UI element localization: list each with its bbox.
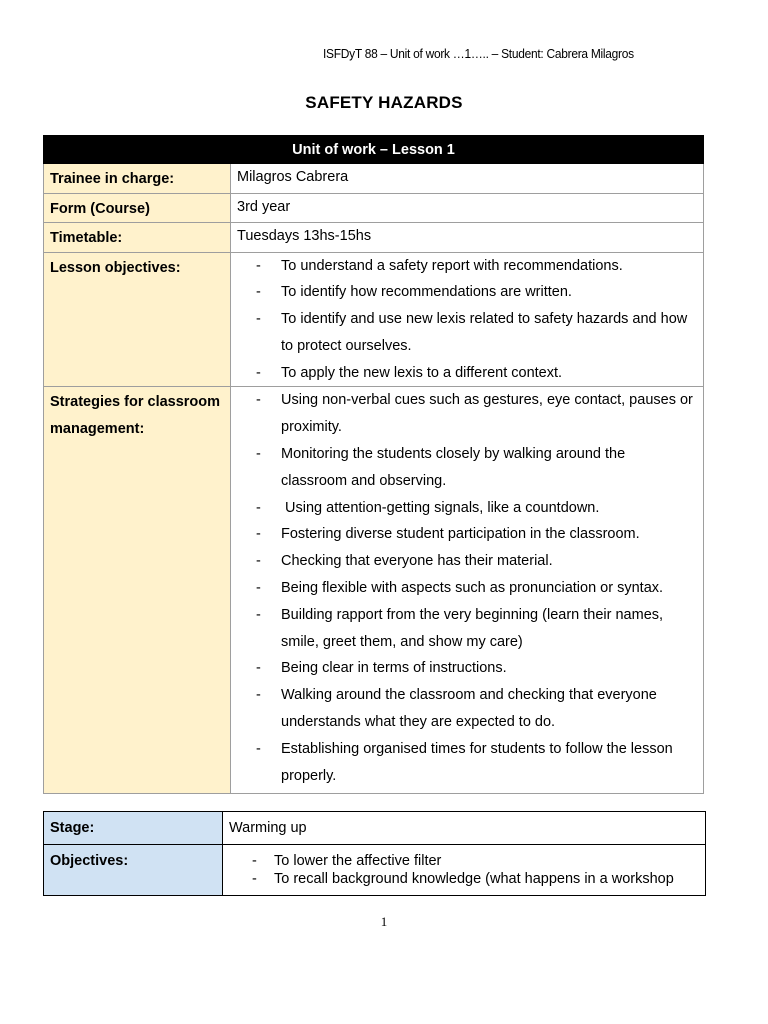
stage-objectives-row	[44, 845, 706, 896]
dash-bullet: -	[252, 853, 257, 869]
objective-text: To understand a safety report with recommendations.	[281, 257, 623, 274]
dash-bullet: -	[256, 392, 261, 409]
list-item	[229, 870, 699, 888]
lesson-objectives-label: Lesson objectives:	[44, 252, 231, 387]
lesson-banner: Unit of work – Lesson 1	[44, 136, 704, 164]
stage-value: Warming up	[223, 812, 706, 845]
list-item	[231, 306, 703, 360]
stage-row	[44, 812, 706, 845]
dash-bullet: -	[256, 553, 261, 570]
strategy-text: Monitoring the students closely by walking around the classroom and observing.	[281, 446, 626, 489]
dash-bullet: -	[256, 311, 261, 328]
trainee-label: Trainee in charge:	[44, 164, 231, 194]
strategy-text: Using non-verbal cues such as gestures, eye contact, pauses or proximity.	[281, 392, 693, 436]
document-title: SAFETY HAZARDS	[305, 93, 463, 112]
timetable-label: Timetable:	[44, 223, 231, 253]
lesson-banner-row	[44, 136, 704, 164]
list-item	[231, 548, 703, 575]
list-item	[231, 521, 703, 548]
trainee-value: Milagros Cabrera	[231, 164, 704, 194]
list-item	[231, 360, 703, 387]
list-item	[231, 279, 703, 306]
strategies-label: Strategies for classroom management:	[44, 387, 231, 794]
list-item	[231, 387, 703, 441]
list-item	[231, 655, 703, 682]
dash-bullet: -	[256, 580, 261, 597]
timetable-value: Tuesdays 13hs-15hs	[231, 223, 704, 253]
lesson-objectives-list	[231, 253, 703, 387]
dash-bullet: -	[256, 660, 261, 677]
objective-text: To identify and use new lexis related to safety hazards and how to protect ourselves.	[281, 311, 688, 354]
stage-objectives-label: Objectives:	[44, 845, 223, 896]
dash-bullet: -	[256, 526, 261, 543]
dash-bullet: -	[256, 284, 261, 301]
strategy-text: Being flexible with aspects such as pronunciation or syntax.	[281, 580, 664, 597]
stage-table	[43, 811, 706, 896]
dash-bullet: -	[256, 257, 261, 274]
stage-objective-text: To lower the affective filter	[274, 853, 442, 869]
stage-objectives-cell	[223, 845, 706, 896]
list-item	[231, 495, 703, 522]
strategy-text: Being clear in terms of instructions.	[281, 660, 507, 677]
form-label: Form (Course)	[44, 193, 231, 223]
list-item	[231, 575, 703, 602]
stage-objectives-list	[229, 852, 699, 888]
list-item	[231, 253, 703, 280]
form-value: 3rd year	[231, 193, 704, 223]
list-item	[231, 602, 703, 656]
lesson-plan-table	[43, 135, 704, 794]
list-item	[231, 441, 703, 495]
list-item	[231, 736, 703, 790]
objective-text: To apply the new lexis to a different context.	[281, 364, 563, 381]
stage-objective-text: To recall background knowledge (what happens in a workshop	[274, 871, 674, 887]
strategy-text: Using attention-getting signals, like a countdown.	[281, 499, 600, 516]
objectives-row	[44, 252, 704, 387]
objective-text: To identify how recommendations are written.	[281, 284, 572, 301]
strategies-cell	[231, 387, 704, 794]
stage-label: Stage:	[44, 812, 223, 845]
dash-bullet: -	[256, 606, 261, 623]
list-item	[229, 852, 699, 870]
lesson-objectives-cell	[231, 252, 704, 387]
strategy-text: Checking that everyone has their material.	[281, 553, 553, 570]
dash-bullet: -	[256, 499, 261, 516]
strategies-row	[44, 387, 704, 794]
timetable-row	[44, 223, 704, 253]
page-number: 1	[380, 914, 388, 929]
form-row	[44, 193, 704, 223]
list-item	[231, 682, 703, 736]
trainee-row	[44, 164, 704, 194]
strategies-list	[231, 387, 703, 789]
strategy-text: Walking around the classroom and checking that everyone understands what they are expected to do.	[281, 687, 657, 731]
strategy-text: Establishing organised times for students to follow the lesson properly.	[281, 740, 673, 784]
running-head: ISFDyT 88 – Unit of work …1….. – Student: Cabrera Milagros	[323, 46, 634, 61]
dash-bullet: -	[256, 740, 261, 757]
dash-bullet: -	[256, 446, 261, 463]
strategy-text: Fostering diverse student participation in the classroom.	[281, 526, 640, 543]
dash-bullet: -	[256, 687, 261, 704]
dash-bullet: -	[256, 364, 261, 381]
strategy-text: Building rapport from the very beginning (learn their names, smile, greet them, and show my care)	[281, 606, 664, 650]
dash-bullet: -	[252, 871, 257, 887]
